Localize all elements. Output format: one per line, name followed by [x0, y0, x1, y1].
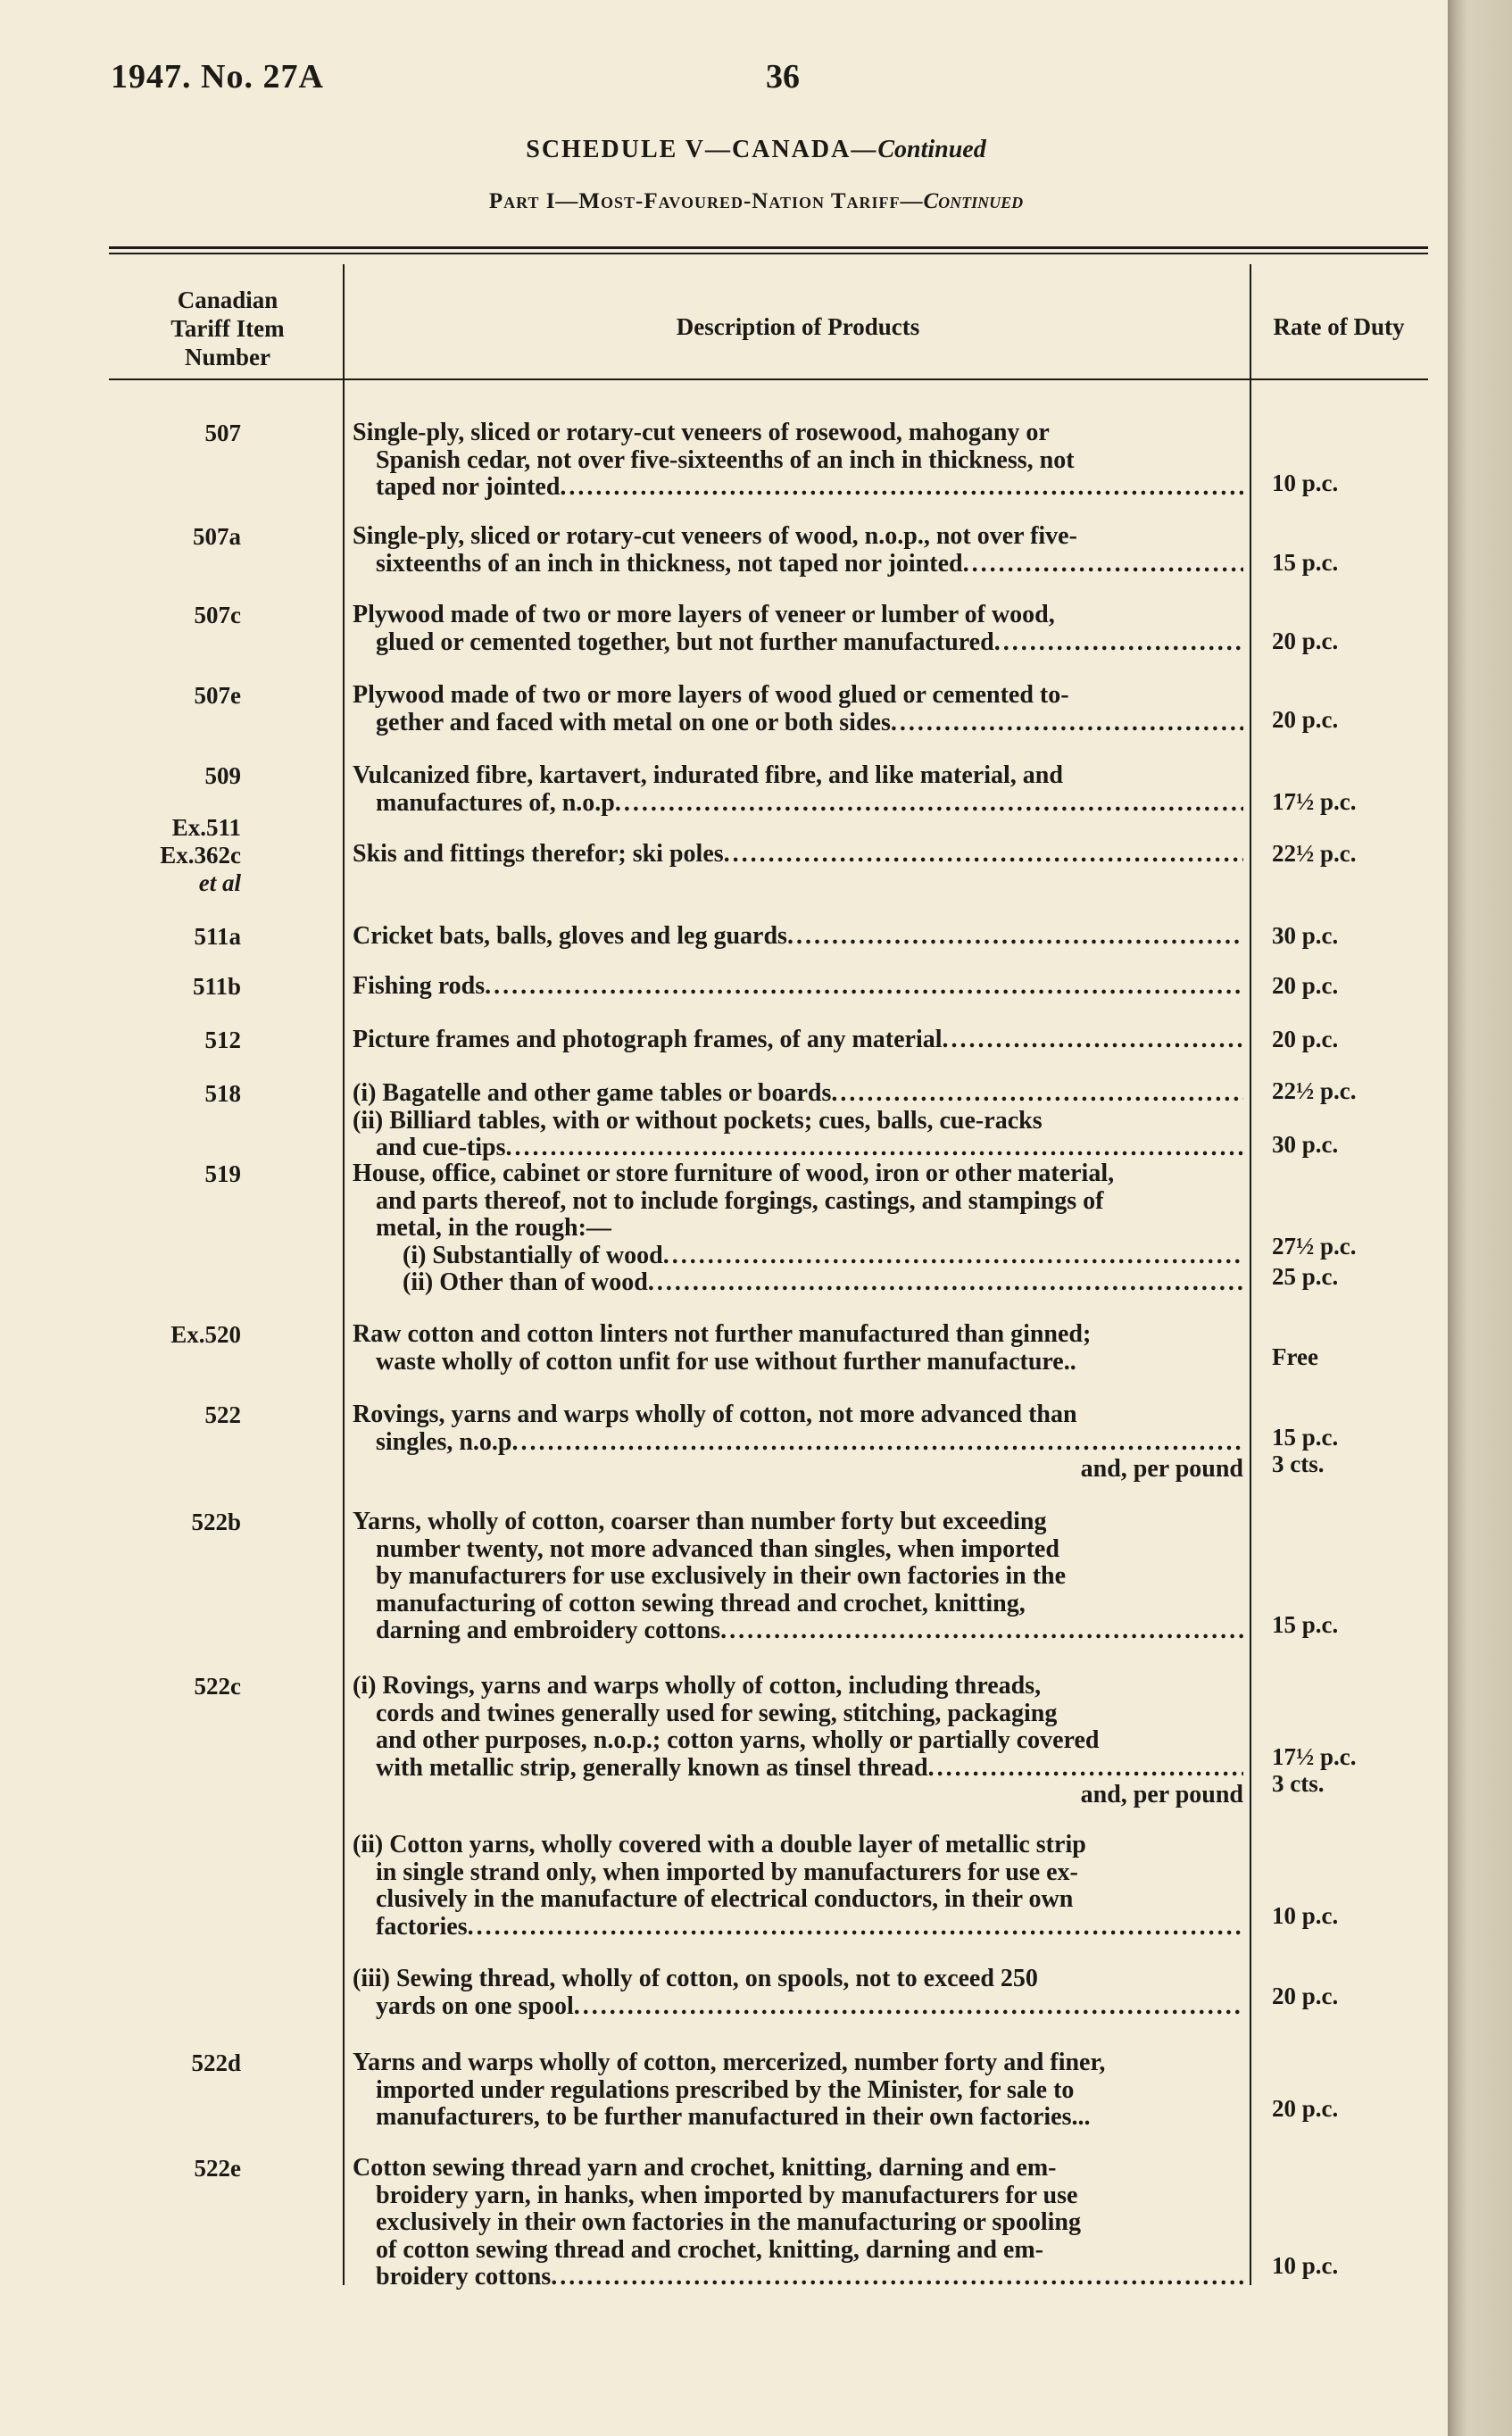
description-line: metal, in the rough:—: [376, 1214, 611, 1242]
duty-rate: 3 cts.: [1272, 1451, 1325, 1477]
description-line: [353, 973, 1243, 1001]
tariff-item-number-line: 512: [204, 1027, 241, 1053]
column-header-description: Description of Products: [676, 313, 920, 340]
tariff-item-number-line: 507e: [194, 682, 241, 709]
description-line: of cotton sewing thread and crochet, knitting, darning and em-: [376, 2235, 1044, 2264]
description-text: (i) Substantially of wood: [403, 1241, 663, 1269]
duty-rate: 27½ p.c.: [1272, 1233, 1357, 1260]
tariff-item-number-line: 511b: [192, 973, 241, 1000]
duty-rate: 17½ p.c.: [1272, 1743, 1357, 1770]
duty-rate: 20 p.c.: [1272, 1983, 1339, 2009]
description-line: [353, 1027, 1243, 1054]
tariff-item-number-line: 522d: [191, 2049, 241, 2076]
tariff-item-number: [107, 2155, 241, 2182]
duty-rate: 3 cts.: [1272, 1770, 1325, 1797]
tariff-item-number-line: 518: [204, 1080, 241, 1107]
description-line: and, per pound: [1080, 1781, 1243, 1808]
duty-rate: 10 p.c.: [1272, 1902, 1339, 1929]
dot-leader: [551, 2264, 1243, 2291]
tariff-item-number-line: 507a: [193, 523, 241, 550]
dot-leader: [891, 710, 1243, 737]
tariff-item-number-line: 522b: [191, 1509, 241, 1535]
dot-leader: [928, 1755, 1243, 1783]
description-text: manufactures of, n.o.p: [376, 788, 615, 817]
description-line: by manufacturers for use exclusively in their own factories in the: [376, 1562, 1067, 1590]
product-description: [353, 523, 1243, 578]
description-line: exclusively in their own factories in the manufacturing or spooling: [376, 2208, 1081, 2236]
dot-leader: [943, 1027, 1243, 1054]
description-line: [353, 2264, 1243, 2291]
duty-rate: 25 p.c.: [1272, 1263, 1339, 1290]
product-description: [353, 1966, 1243, 2020]
tariff-item-number: [107, 1673, 241, 1700]
tariff-item-number: [107, 602, 241, 629]
tariff-item-number-line: 507c: [194, 602, 241, 628]
table-top-rule-1: [109, 246, 1428, 249]
description-line: Single-ply, sliced or rotary-cut veneers of wood, n.o.p., not over five-: [353, 522, 1077, 550]
column-divider-left: [343, 264, 345, 2285]
dot-leader: [560, 474, 1243, 502]
description-text: darning and embroidery cottons: [376, 1617, 721, 1644]
dot-leader: [720, 1617, 1243, 1645]
description-text: sixteenths of an inch in thickness, not taped nor jointed: [376, 549, 963, 578]
description-line: [353, 923, 1243, 951]
page-edge-shadow: [1448, 0, 1512, 2436]
tariff-item-number-line: 519: [204, 1160, 241, 1187]
duty-rate: 15 p.c.: [1272, 549, 1339, 576]
tariff-item-number-line: Ex.520: [170, 1321, 241, 1348]
product-description: [353, 1832, 1243, 1941]
duty-rate: 22½ p.c.: [1272, 1077, 1357, 1104]
description-line: imported under regulations prescribed by the Minister, for sale to: [376, 2075, 1075, 2104]
description-line: Single-ply, sliced or rotary-cut veneers of rosewood, mahogany or: [353, 419, 1050, 446]
description-line: (ii) Billiard tables, with or without pockets; cues, balls, cue-racks: [353, 1106, 1043, 1135]
description-line: [353, 1429, 1243, 1457]
tariff-item-number-line: Ex.362c: [160, 842, 241, 869]
column-header-rate: Rate of Duty: [1273, 313, 1405, 340]
schedule-title-main: SCHEDULE V—CANADA—: [526, 136, 878, 163]
description-text: taped nor jointed: [376, 473, 561, 501]
table-top-rule-2: [109, 253, 1428, 254]
dot-leader: [468, 1914, 1243, 1941]
dot-leader: [574, 1993, 1243, 2021]
description-line: [353, 1755, 1243, 1783]
tariff-item-number: [107, 2049, 241, 2077]
description-line: [353, 1243, 1243, 1270]
tariff-item-number: [107, 1321, 241, 1349]
description-line: [353, 1993, 1243, 2021]
description-line: Raw cotton and cotton linters not further manufactured than ginned;: [353, 1320, 1092, 1348]
tariff-item-number-line: 522c: [194, 1673, 241, 1700]
description-text: broidery cottons: [376, 2263, 552, 2291]
tariff-item-number: [107, 1080, 241, 1108]
description-line: Vulcanized fibre, kartavert, indurated fibre, and like material, and: [353, 761, 1063, 789]
product-description: [353, 2155, 1243, 2291]
description-line: Plywood made of two or more layers of veneer or lumber of wood,: [353, 601, 1055, 628]
description-line: Plywood made of two or more layers of wood glued or cemented to-: [353, 681, 1069, 709]
part-title-main: Part I—Most-Favoured-Nation Tariff—: [488, 189, 924, 213]
description-line: Yarns, wholly of cotton, coarser than number forty but exceeding: [353, 1508, 1047, 1535]
schedule-title-continued: Continued: [877, 136, 986, 163]
tariff-item-number: [107, 523, 241, 551]
tariff-item-number: [107, 1509, 241, 1536]
duty-rate: 20 p.c.: [1272, 706, 1339, 733]
tariff-item-number: [107, 762, 241, 790]
duty-rate: 20 p.c.: [1272, 972, 1339, 999]
tariff-item-number-line: 511a: [194, 923, 241, 950]
description-line: [353, 1269, 1243, 1297]
description-text: Skis and fittings therefor; ski poles: [353, 840, 724, 868]
product-description: [353, 1080, 1243, 1162]
product-description: [353, 841, 1243, 869]
product-description: [353, 1027, 1243, 1054]
header-bottom-rule-left: [109, 378, 343, 380]
description-line: clusively in the manufacture of electrical conductors, in their own: [376, 1885, 1074, 1913]
description-line: Cotton sewing thread yarn and crochet, knitting, darning and em-: [353, 2154, 1057, 2182]
description-line: and other purposes, n.o.p.; cotton yarns, wholly or partially covered: [376, 1726, 1100, 1754]
description-line: [353, 474, 1243, 502]
dot-leader: [505, 1135, 1243, 1162]
duty-rate: 22½ p.c.: [1272, 840, 1357, 867]
dot-leader: [963, 551, 1243, 578]
description-text: Fishing rods: [353, 972, 486, 1000]
dot-leader: [512, 1429, 1244, 1457]
product-description: [353, 973, 1243, 1001]
dot-leader: [787, 923, 1243, 951]
product-description: [353, 420, 1243, 502]
description-line: (i) Rovings, yarns and warps wholly of cotton, including threads,: [353, 1672, 1042, 1700]
duty-rate: 10 p.c.: [1272, 470, 1339, 496]
dot-leader: [831, 1080, 1243, 1108]
description-line: manufacturing of cotton sewing thread and crochet, knitting,: [376, 1589, 1026, 1617]
product-description: [353, 1160, 1243, 1297]
tariff-item-number: [107, 973, 241, 1001]
tariff-item-number: [107, 923, 241, 951]
product-description: [353, 1509, 1243, 1645]
tariff-item-number-line: 509: [204, 762, 241, 789]
description-line: [353, 841, 1243, 869]
tariff-item-number: [107, 1027, 241, 1054]
duty-rate: 20 p.c.: [1272, 2095, 1339, 2122]
tariff-item-number: [107, 1160, 241, 1188]
duty-rate: 15 p.c.: [1272, 1424, 1339, 1451]
description-line: manufacturers, to be further manufactured in their own factories...: [376, 2103, 1091, 2131]
description-line: [353, 629, 1243, 657]
part-title-continued: Continued: [923, 189, 1024, 213]
duty-rate: 30 p.c.: [1272, 1131, 1339, 1158]
description-line: [353, 1617, 1243, 1645]
tariff-item-number: [107, 1401, 241, 1429]
product-description: [353, 1673, 1243, 1809]
description-line: Spanish cedar, not over five-sixteenths of an inch in thickness, not: [376, 445, 1075, 474]
duty-rate: 30 p.c.: [1272, 922, 1339, 949]
description-line: waste wholly of cotton unfit for use without further manufacture..: [376, 1347, 1076, 1376]
description-line: and parts thereof, not to include forgings, castings, and stampings of: [376, 1186, 1104, 1215]
column-divider-right: [1250, 264, 1251, 2285]
page-number: 36: [766, 58, 800, 96]
description-line: [353, 710, 1243, 737]
dot-leader: [485, 973, 1243, 1001]
description-line: in single strand only, when imported by manufacturers for use ex-: [376, 1858, 1078, 1886]
column-header-item-number-line: Canadian: [177, 287, 278, 313]
product-description: [353, 682, 1243, 736]
product-description: [353, 923, 1243, 951]
description-text: singles, n.o.p: [376, 1427, 512, 1456]
tariff-item-number-line: 522e: [194, 2155, 241, 2182]
description-line: [353, 1914, 1243, 1941]
duty-rate: 15 p.c.: [1272, 1611, 1339, 1638]
tariff-item-number: [107, 814, 241, 897]
description-line: [353, 790, 1243, 818]
column-header-item-number: [125, 286, 330, 371]
description-line: and, per pound: [1080, 1455, 1243, 1483]
tariff-item-number: [107, 682, 241, 710]
description-line: (iii) Sewing thread, wholly of cotton, on spools, not to exceed 250: [353, 1965, 1038, 1992]
dot-leader: [648, 1269, 1243, 1297]
product-description: [353, 2049, 1243, 2132]
tariff-item-number-line: et al: [198, 869, 241, 896]
description-text: (ii) Other than of wood: [403, 1268, 648, 1296]
dot-leader: [663, 1243, 1243, 1270]
dot-leader: [994, 629, 1243, 657]
tariff-item-number-line: 522: [204, 1401, 241, 1428]
description-text: with metallic strip, generally known as tinsel thread: [376, 1753, 928, 1782]
tariff-item-number-line: Ex.511: [171, 814, 241, 841]
product-description: [353, 762, 1243, 817]
description-line: Rovings, yarns and warps wholly of cotton, not more advanced than: [353, 1401, 1077, 1428]
description-text: factories: [376, 1912, 468, 1941]
duty-rate: 20 p.c.: [1272, 628, 1339, 654]
description-text: and cue-tips: [376, 1134, 506, 1161]
dot-leader: [615, 790, 1243, 818]
column-header-item-number-line: Number: [185, 344, 270, 370]
description-line: number twenty, not more advanced than singles, when imported: [376, 1534, 1059, 1563]
duty-rate: 20 p.c.: [1272, 1026, 1339, 1052]
description-line: [353, 1080, 1243, 1108]
description-text: Picture frames and photograph frames, of any material: [353, 1026, 943, 1053]
document-reference: 1947. No. 27A: [111, 58, 324, 96]
description-text: glued or cemented together, but not further manufactured: [376, 628, 994, 656]
description-line: Yarns and warps wholly of cotton, mercerized, number forty and finer,: [353, 2049, 1106, 2076]
product-description: [353, 1321, 1243, 1376]
description-line: (ii) Cotton yarns, wholly covered with a double layer of metallic strip: [353, 1831, 1086, 1858]
tariff-item-number: [107, 420, 241, 447]
column-header-item-number-line: Tariff Item: [170, 315, 285, 342]
tariff-item-number-line: 507: [204, 420, 241, 446]
dot-leader: [724, 841, 1243, 869]
description-line: House, office, cabinet or store furniture of wood, iron or other material,: [353, 1160, 1115, 1187]
description-line: cords and twines generally used for sewing, stitching, packaging: [376, 1699, 1058, 1727]
header-bottom-rule-right: [343, 378, 1428, 380]
description-line: [353, 551, 1243, 578]
part-title: [0, 189, 1512, 214]
description-line: [353, 1135, 1243, 1162]
description-text: yards on one spool: [376, 1991, 574, 2020]
schedule-title: [0, 136, 1512, 164]
description-line: broidery yarn, in hanks, when imported by manufacturers for use: [376, 2181, 1078, 2209]
duty-rate: Free: [1272, 1343, 1318, 1370]
duty-rate: 10 p.c.: [1272, 2252, 1339, 2279]
product-description: [353, 1401, 1243, 1484]
description-text: (i) Bagatelle and other game tables or boards: [353, 1079, 832, 1107]
duty-rate: 17½ p.c.: [1272, 788, 1357, 815]
description-text: gether and faced with metal on one or both sides: [376, 708, 891, 736]
description-text: Cricket bats, balls, gloves and leg guards: [353, 922, 787, 950]
product-description: [353, 602, 1243, 656]
